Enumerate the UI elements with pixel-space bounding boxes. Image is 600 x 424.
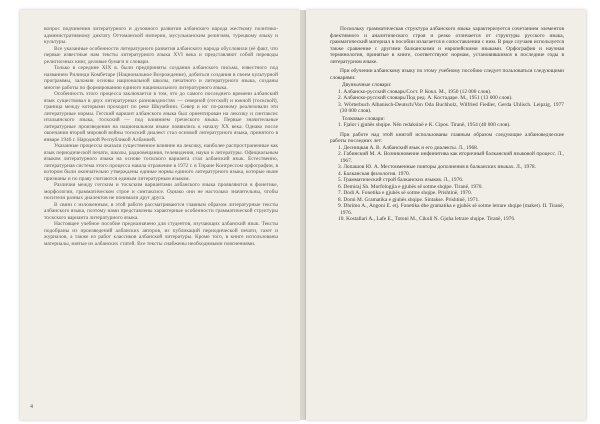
list-item: 1. Албанско-русский словарь/Сост. Р. Кокл. М., 1950 (12 000 слов).: [338, 88, 492, 95]
page-number: 4: [30, 404, 33, 410]
book-spread: [20, 10, 586, 420]
list-item: 6. Demiraj Sh. Morfologjia e gjuhës së sotme shqipe. Tiranë, 1970.: [338, 183, 483, 190]
list-item: 4. Балканская филология. 1970.: [338, 170, 411, 177]
literature-intro: При работе над этой книгой использованы главным образом следующие албановедческие работы последних лет:: [330, 131, 564, 144]
list-item: 1. Fjalor i gjuhës shqipe. Nën redaksinë e K. Cipos. Tiranë, 1954 (40 000 слов).: [338, 122, 511, 128]
paragraph: В связи с изложенным, в этой работе рассматриваются главным образом литературные тексты албанского языка, поэтому нами представлены характерные особенности грамматической структуры тоскского варианта литературного языка.: [44, 201, 278, 221]
right-page-text: [330, 26, 564, 223]
paragraph: Указанные процессы оказали существенное влияние на лексику, наиболее распространенные как язык периодической печати, школы, радиовещания, телевидения, науки и литературы. Официальным языком литературного языка на основе тоскского варианта стал албанский язык. Естественно, литературная система этого процесса нашла отражение в 1972 г. в Тиране Конгрессом орфографии, в котором были окончательно утверждены единые нормы единого литературного языка, которые ныне признаны и по праву считаются единым литературным языком.: [44, 143, 278, 182]
list-item: 2. Габинский М. А. Возникновение инфинитива как вторичный балканский языковой процесс. Л., 1967.: [338, 151, 564, 164]
paragraph: Различия между гегским и тоскским вариантами албанского языка проявляются в фонетике, морфологии, грамматическом строе и синтаксисе. Однако они не настолько значительны, чтобы носители разных диалектов не понимали друг друга.: [44, 182, 278, 201]
bilingual-heading: Двуязычные словари:: [342, 82, 392, 88]
list-item: 5. Грамматический строй балканских языков. Л., 1976.: [338, 177, 464, 183]
list-item: 1. Десницкая А. В. Албанский язык и его диалекты. Л., 1968.: [338, 144, 479, 151]
list-item: 8. Domi M. Gramatika e gjuhës shqipe. Sintakse. Prishtinë, 1971.: [338, 196, 480, 203]
paragraph: Особенность этого процесса заключается в том, что до самого последнего времени албанский язык существовал в двух литературных разновидностях — северной (гегской) и южной (тоскской), граница между которыми проходит по реке Шкумбини. Север и юг по-разному реализовали эти литературные нормы. Гегский вариант албанского языка был ориентирован на лексику и синтаксис итальянского языка, тоскский — под влиянием греческого языка. Первые значительные литературные произведения на национальном языке появились к началу XX века. Однако после окончания второй мировой войны тоскский диалект стал основой литературного языка, принятого в январе 1946 г. Народной Республикой Албанией.: [44, 91, 278, 143]
list-item: 10. Kostallari A., Lafe E., Totoni M., Cikuli N. Gjuha letrare shqipe. Tiranë, 1976.: [338, 216, 516, 222]
usage-paragraph: При обучении албанскому языку по этому учебному пособию следует пользоваться следующими словарями:: [330, 68, 564, 81]
paragraph: Только в середине XIX в. были предприняты создания албанского письма, известного под названием Рилинди Комбетаре (Национальное Возрождение), добиться создания в своем культурной программы, заложив основы национальной школы, печатного и литературного языка, созданы многие работы по формированию единого национального литературного языка.: [44, 65, 278, 91]
explanatory-heading: Толковые словари:: [342, 115, 385, 122]
right-page: [306, 10, 586, 420]
intro-paragraph: Поскольку грамматическая структура албанского языка характеризуется сочетанием элементов флективного и аналитического строя и резко отличается от структуры русского языка, грамматический материал в пособии излагается в сопоставлении с ним. В ряде случаев используется также сравнение с другими балканскими и европейскими языками. Орфография и научная терминология, принятые в книге, соответствуют нормам, установившимся в последние годы в литературном языке.: [330, 26, 564, 65]
left-page-text: [44, 26, 278, 247]
list-item: 9. Dhrimo A., Angoni E. etj. Fonetika dhe gramatika e gjuhës së sotme letrare shqipe (maket). II. Tiranë, 1976.: [338, 203, 564, 216]
paragraph: Все указанные особенности литературного развития албанского народа обусловили (её факт, что первые известные нам тексты литературного языка XVI века и представляют собой переводы религиозных книг, деловые бумаги и словари.: [44, 45, 278, 65]
left-page: [20, 10, 300, 420]
paragraph: вопрос подчинения литературного и духовного развития албанского народа жесткому политико-административному диктату Оттоманской империи, мусульманским религиям, турецкому языку и культуры.: [44, 26, 278, 45]
list-item: 3. Wörterbuch Albanisch-Deutsch/Von Oda Buchholz, Wilfried Fiedler, Gerda Uhlisch. Leipzig, 1977 (30 000 слов).: [338, 101, 564, 114]
list-item: 7. Dodi A. Fonetika e gjuhës së sotme shqipe. Prishtinë, 1970.: [338, 190, 473, 196]
paragraph: Настоящее учебное пособие предназначено для студентов, изучающих албанский язык. Тексты подобраны из произведений албанских авторов, из публикаций периодической печати, газет и журналов, а также из работ классиков албанской литературы. Кроме того, в книге использованы материалы, взятые из албанских статей. Все тексты снабжены необходимыми пояснениями.: [44, 221, 278, 247]
list-item: 2. Албанско-русский словарь/Под ред. А. Костадаре. М., 1951 (13 000 слов).: [338, 95, 513, 101]
list-item: 3. Лопашов Ю. А. Местоименные повторы дополнения в балканских языках. Л., 1978.: [338, 164, 536, 170]
